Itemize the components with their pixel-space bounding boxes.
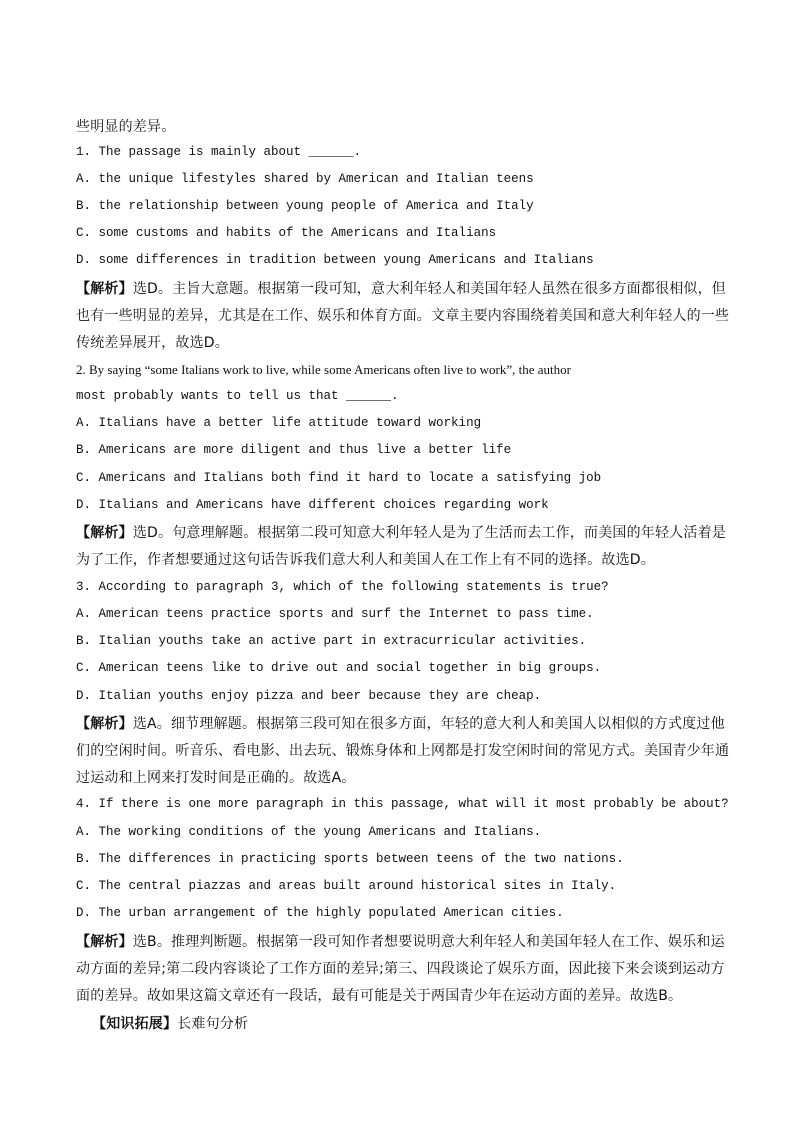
q3-option-d: D. Italian youths enjoy pizza and beer because they are cheap. <box>76 689 542 703</box>
analysis-tag: 【解析】 <box>76 281 133 297</box>
analysis-tag: 【解析】 <box>76 716 133 732</box>
analysis-text: 选B。推理判断题。根据第一段可知作者想要说明意大利年轻人和美国年轻人在工作、娱乐和运 <box>132 934 725 950</box>
knowledge-extension-title: 长难句分析 <box>177 1016 249 1032</box>
analysis-text: 选D。主旨大意题。根据第一段可知，意大利年轻人和美国年轻人虽然在很多方面都很相似，但 <box>132 281 726 297</box>
q4-option-a: A. The working conditions of the young Americans and Italians. <box>76 825 542 839</box>
analysis-tag: 【解析】 <box>76 934 133 950</box>
knowledge-extension-heading <box>92 1013 248 1033</box>
q4-analysis-line-3: 面的差异。故如果这篇文章还有一段话，最有可能是关于两国青少年在运动方面的差异。故选B。 <box>76 988 683 1004</box>
q2-analysis-line-2: 为了工作，作者想要通过这句话告诉我们意大利人和美国人在工作上有不同的选择。故选D。 <box>76 552 655 568</box>
q1-analysis-line-2: 也有一些明显的差异，尤其是在工作、娱乐和体育方面。文章主要内容围绕着美国和意大利年轻人的一些 <box>76 308 730 324</box>
question-3: 3. According to paragraph 3, which of the following statements is true? <box>76 580 609 594</box>
q1-option-b: B. the relationship between young people of America and Italy <box>76 199 534 213</box>
q3-analysis <box>76 713 725 733</box>
q4-option-b: B. The differences in practicing sports between teens of the two nations. <box>76 852 624 866</box>
q3-analysis-line-2: 们的空闲时间。听音乐、看电影、出去玩、锻炼身体和上网都是打发空闲时间的常见方式。美国青少年通 <box>76 743 730 759</box>
question-2: 2. By saying “some Italians work to live, while some Americans often live to work”, the author <box>76 362 571 377</box>
question-4: 4. If there is one more paragraph in this passage, what will it most probably be about? <box>76 797 729 811</box>
q2-option-b: B. Americans are more diligent and thus live a better life <box>76 443 512 457</box>
question-1: 1. The passage is mainly about ______. <box>76 145 362 159</box>
q1-option-d: D. some differences in tradition between young Americans and Italians <box>76 253 594 267</box>
q2-analysis <box>76 522 726 542</box>
q1-option-c: C. some customs and habits of the Americans and Italians <box>76 226 497 240</box>
q4-analysis-line-2: 动方面的差异;第二段内容谈论了工作方面的差异;第三、四段谈论了娱乐方面，因此接下来会谈到运动方 <box>76 961 725 977</box>
q4-analysis <box>76 931 725 951</box>
q1-analysis-line-3: 传统差异展开，故选D。 <box>76 335 229 351</box>
analysis-text: 选D。句意理解题。根据第二段可知意大利年轻人是为了生活而去工作，而美国的年轻人活着是 <box>132 525 726 541</box>
paragraph-continuation: 些明显的差异。 <box>76 119 176 135</box>
q3-option-b: B. Italian youths take an active part in extracurricular activities. <box>76 634 587 648</box>
q3-option-c: C. American teens like to drive out and social together in big groups. <box>76 661 602 675</box>
q4-option-c: C. The central piazzas and areas built around historical sites in Italy. <box>76 879 617 893</box>
q3-option-a: A. American teens practice sports and surf the Internet to pass time. <box>76 607 594 621</box>
q4-option-d: D. The urban arrangement of the highly populated American cities. <box>76 906 564 920</box>
q1-option-a: A. the unique lifestyles shared by American and Italian teens <box>76 172 534 186</box>
question-2-line-2: most probably wants to tell us that ______. <box>76 389 399 403</box>
q3-analysis-line-3: 过运动和上网来打发时间是正确的。故选A。 <box>76 770 356 786</box>
q2-option-c: C. Americans and Italians both find it hard to locate a satisfying job <box>76 471 602 485</box>
q1-analysis <box>76 278 726 298</box>
q2-option-d: D. Italians and Americans have different choices regarding work <box>76 498 549 512</box>
analysis-text: 选A。细节理解题。根据第三段可知在很多方面，年轻的意大利人和美国人以相似的方式度过他 <box>132 716 725 732</box>
q2-option-a: A. Italians have a better life attitude toward working <box>76 416 482 430</box>
analysis-tag: 【解析】 <box>76 525 133 541</box>
knowledge-extension-tag: 【知识拓展】 <box>92 1016 178 1032</box>
